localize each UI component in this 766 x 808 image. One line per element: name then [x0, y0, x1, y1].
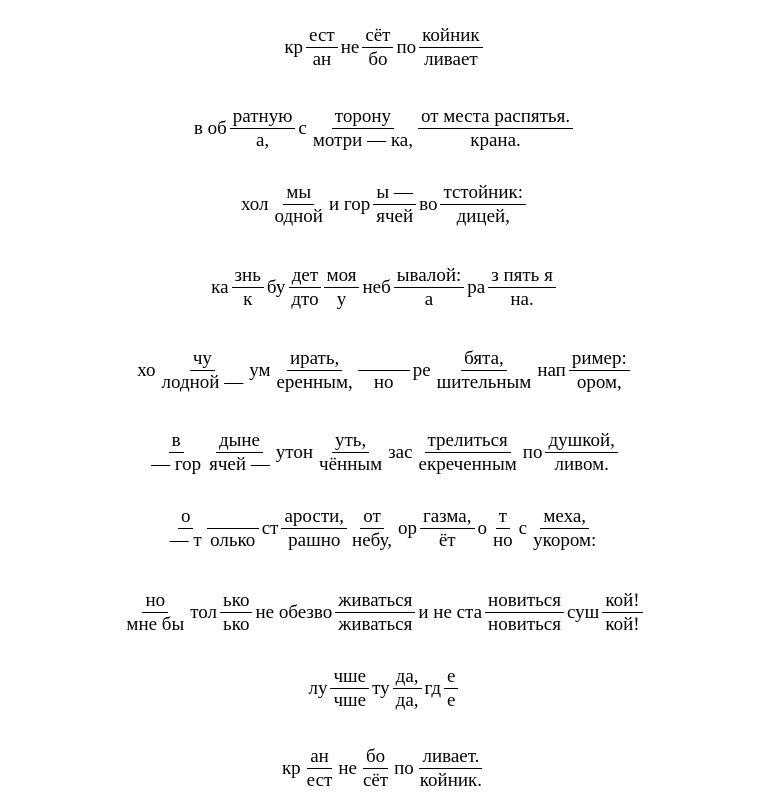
fraction-denominator: у [336, 289, 347, 310]
text-segment: нап [537, 360, 566, 381]
fraction [418, 25, 484, 71]
fraction [219, 590, 253, 636]
fraction-denominator: крана. [470, 130, 521, 151]
fraction-numerator: трелиться [425, 430, 511, 453]
fraction [415, 430, 521, 476]
poem-line [0, 265, 766, 311]
fraction-denominator: чённым [319, 454, 383, 475]
fraction-numerator: дет [289, 265, 321, 288]
text-segment: с [518, 518, 528, 539]
fraction-numerator: ест [306, 25, 338, 48]
fraction [305, 25, 339, 71]
fraction [280, 506, 348, 552]
fraction-denominator: сёт [362, 770, 389, 791]
poem-line [0, 182, 766, 228]
fraction [357, 348, 411, 394]
fraction [229, 106, 297, 152]
fraction [484, 590, 565, 636]
fraction-numerator: от [360, 506, 384, 529]
fraction-denominator: к [243, 289, 253, 310]
text-segment: суш [566, 602, 600, 623]
text-segment: о [477, 518, 487, 539]
fraction-denominator: ест [306, 770, 333, 791]
text-segment: и гор [328, 194, 371, 215]
fraction [206, 506, 260, 552]
fraction [417, 106, 574, 152]
fraction [489, 506, 517, 552]
fraction-numerator: з пять я [488, 265, 556, 288]
fraction-numerator: бята, [461, 348, 507, 371]
poem-line [0, 746, 766, 792]
fraction-numerator: ирать, [287, 348, 342, 371]
fraction-numerator: в [169, 430, 184, 453]
text-segment: ту [372, 678, 390, 699]
fraction-numerator: ы — [373, 182, 416, 205]
fraction-numerator: ратную [230, 106, 296, 129]
fraction-numerator: меха, [540, 506, 589, 529]
text-segment: не [338, 758, 357, 779]
fraction-numerator: чу [190, 348, 215, 371]
fraction-denominator: а, [256, 130, 270, 151]
fraction-numerator: дыне [216, 430, 263, 453]
fraction-denominator: рашно [288, 530, 341, 551]
text-segment: бу [266, 277, 286, 298]
fraction-denominator: ько [223, 614, 250, 635]
fraction [359, 746, 392, 792]
fraction-numerator: да, [393, 666, 422, 689]
fraction-denominator: на. [510, 289, 534, 310]
fraction [544, 430, 618, 476]
fraction [166, 506, 206, 552]
fraction [271, 182, 327, 228]
text-segment: по [522, 442, 543, 463]
fraction-denominator: ячей [376, 206, 414, 227]
fraction [323, 265, 361, 311]
fraction [348, 506, 396, 552]
poem-line [0, 430, 766, 476]
fraction-denominator: шительным [436, 372, 532, 393]
text-segment: ра [467, 277, 486, 298]
fraction-denominator: ан [312, 49, 332, 70]
fraction-numerator: койник [419, 25, 483, 48]
text-segment: тол [190, 602, 218, 623]
poem-line [0, 506, 766, 552]
text-segment: утон [275, 442, 314, 463]
text-segment: гд [424, 678, 442, 699]
fraction-numerator: сёт [362, 25, 393, 48]
fraction [433, 348, 536, 394]
fraction [419, 506, 476, 552]
fraction-numerator: но [142, 590, 168, 613]
fraction-numerator: моя [324, 265, 360, 288]
fraction-denominator: ячей — [209, 454, 270, 475]
fraction-numerator: кой! [602, 590, 642, 613]
text-segment: неб [362, 277, 391, 298]
fraction-numerator: ливает. [419, 746, 482, 769]
fraction [158, 348, 248, 394]
text-segment: кр [284, 37, 304, 58]
fraction-numerator: о [178, 506, 194, 529]
fraction-denominator: ором, [576, 372, 622, 393]
fraction-denominator: олько [210, 530, 256, 551]
fraction-denominator: да, [395, 690, 419, 711]
poem-line [0, 590, 766, 636]
text-segment: с [298, 118, 307, 139]
fraction-denominator: небу, [352, 530, 392, 551]
fraction-numerator: живаться [335, 590, 415, 613]
fraction-numerator: арости, [281, 506, 347, 529]
text-segment: не обезво [255, 602, 333, 623]
text-segment: зас [388, 442, 413, 463]
fraction-numerator: газма, [420, 506, 475, 529]
fraction-denominator: — гор [151, 454, 202, 475]
fraction-numerator: новиться [485, 590, 564, 613]
text-segment: хо [137, 360, 156, 381]
fraction-numerator: т [496, 506, 510, 529]
fraction-denominator: укором: [533, 530, 597, 551]
fraction-denominator: но [373, 372, 394, 393]
fraction-denominator: ливом. [554, 454, 609, 475]
text-segment: ум [249, 360, 271, 381]
fraction [392, 666, 423, 712]
fraction [231, 265, 265, 311]
fraction-denominator: живаться [338, 614, 413, 635]
poem-line [0, 348, 766, 394]
fraction-numerator: чше [330, 666, 369, 689]
fraction [439, 182, 527, 228]
fraction-numerator: уть, [332, 430, 369, 453]
fraction-numerator: ько [220, 590, 252, 613]
fraction-numerator: е [444, 666, 458, 689]
fraction-numerator: тстойник: [440, 182, 526, 205]
text-segment: хол [240, 194, 269, 215]
fraction-denominator: новиться [488, 614, 561, 635]
fraction-denominator: мотри — ка, [312, 130, 413, 151]
text-segment: кр [281, 758, 301, 779]
fraction [287, 265, 322, 311]
fraction [147, 430, 205, 476]
text-segment: ор [397, 518, 417, 539]
fraction [487, 265, 557, 311]
fraction [303, 746, 337, 792]
fraction [568, 348, 631, 394]
fraction-numerator: знь [232, 265, 264, 288]
fraction [529, 506, 600, 552]
fraction-denominator: еренным, [276, 372, 353, 393]
fraction [272, 348, 356, 394]
fraction-numerator: ример: [569, 348, 630, 371]
fraction [334, 590, 416, 636]
fraction-numerator [358, 348, 410, 371]
fraction-denominator: мне бы [126, 614, 185, 635]
fraction-numerator: ан [307, 746, 332, 769]
fraction-denominator: лодной — [161, 372, 244, 393]
poem-line [0, 666, 766, 712]
fraction-numerator [207, 506, 259, 529]
fraction-denominator: бо [368, 49, 388, 70]
fraction-denominator: дицей, [456, 206, 510, 227]
fraction-denominator: одной [274, 206, 323, 227]
fraction [416, 746, 486, 792]
fraction [329, 666, 370, 712]
fraction-denominator: но [493, 530, 513, 551]
fraction [361, 25, 394, 71]
fraction [205, 430, 274, 476]
text-segment: в об [193, 118, 227, 139]
text-segment: лу [308, 678, 328, 699]
fraction-denominator: — т [169, 530, 202, 551]
fraction-denominator: кой! [605, 614, 640, 635]
fraction-denominator: ёт [438, 530, 456, 551]
fraction [309, 106, 417, 152]
text-segment: во [419, 194, 438, 215]
fraction [372, 182, 417, 228]
text-segment: ка [211, 277, 229, 298]
fraction-denominator: ливает [424, 49, 478, 70]
fraction-denominator: дто [291, 289, 319, 310]
fraction [393, 265, 466, 311]
fraction-denominator: койник. [419, 770, 483, 791]
fraction [122, 590, 188, 636]
text-segment: ст [261, 518, 279, 539]
fraction [443, 666, 459, 712]
fraction-numerator: от места распятья. [418, 106, 573, 129]
fraction [315, 430, 386, 476]
fraction-denominator: е [447, 690, 456, 711]
fraction-numerator: ывалой: [394, 265, 465, 288]
fraction-denominator: чше [333, 690, 367, 711]
fraction-denominator: екреченным [418, 454, 517, 475]
text-segment: по [396, 37, 417, 58]
poem-line [0, 25, 766, 71]
fraction-numerator: мы [283, 182, 314, 205]
text-segment: и не ста [418, 602, 483, 623]
fraction-denominator: а [424, 289, 434, 310]
fraction-numerator: душкой, [545, 430, 617, 453]
fraction-numerator: бо [363, 746, 388, 769]
fraction [601, 590, 643, 636]
text-segment: ре [412, 360, 431, 381]
text-segment: по [394, 758, 414, 779]
fraction-numerator: торону [332, 106, 394, 129]
poem-line [0, 106, 766, 152]
text-segment: не [340, 37, 360, 58]
